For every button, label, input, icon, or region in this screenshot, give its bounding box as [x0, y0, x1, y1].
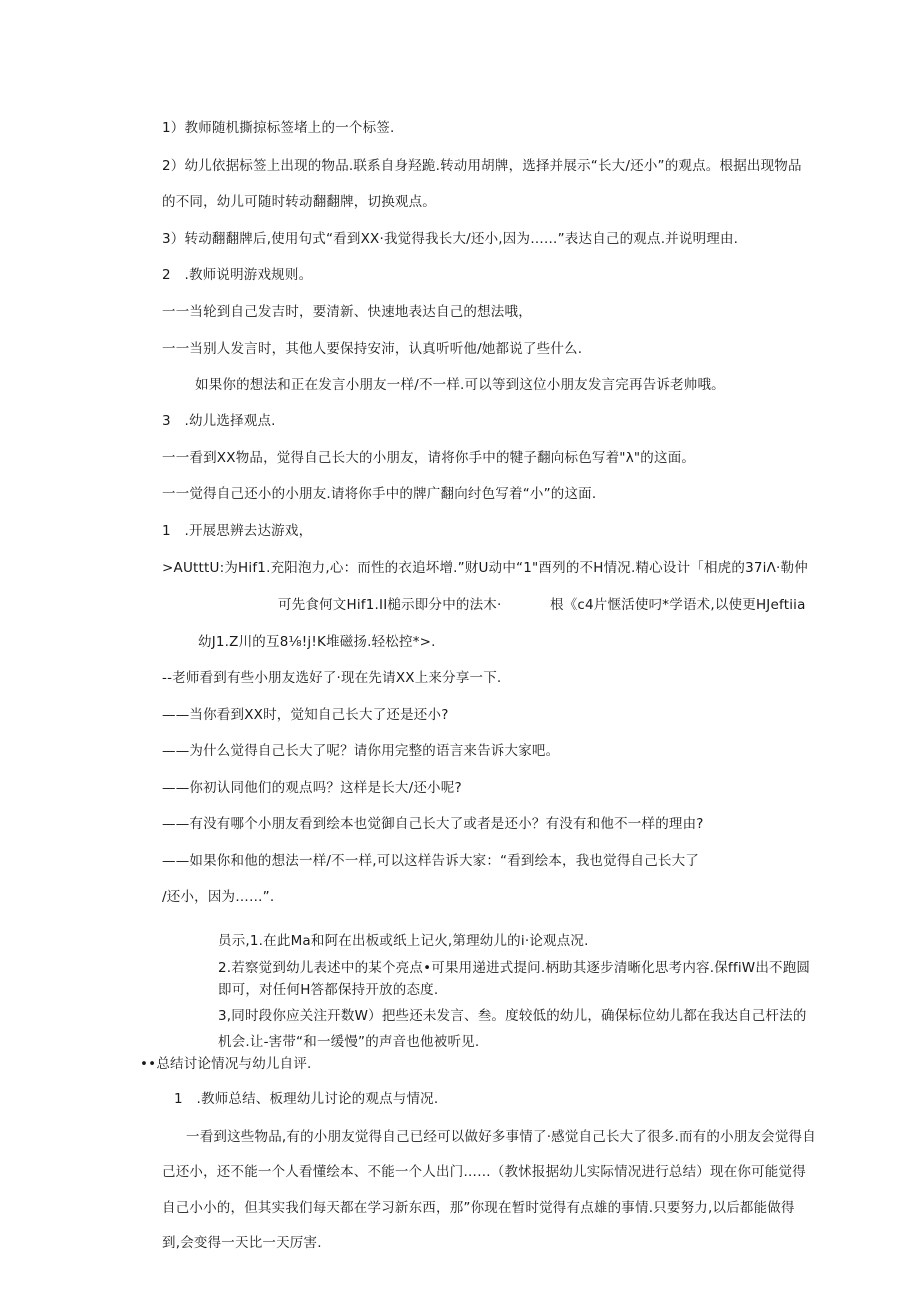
question-4: ——有没有哪个小朋友看到绘本也觉御自己长大了或者是还小？有没有和他不一样的理由?: [162, 816, 704, 832]
tip-3-continuation: 机会.让-害带“和一缓慢”的声音也他被听见.: [218, 1034, 480, 1050]
question-1: ——当你看到XX时，觉知自己长大了还是还小?: [162, 707, 449, 723]
tip-1: 员示,1.在此Ma和阿在出板或纸上记火,第理幼儿的i·论观点况.: [218, 933, 589, 949]
question-5: ——如果你和他的想法一样/不一样,可以这样告诉大家：“看到绘本，我也觉得自己长大了: [162, 853, 700, 869]
note-line-1: >AUtttU:为Hif1.充阳泡力,心：而性的衣追坏增.”财U动中“1"酉列的不H情况.精心设计「相虎的37iΛ·勒仲: [162, 560, 808, 576]
step-3-text: 3）转动翻翻牌后,使用句式“看到XX·我觉得我长大/还小,因为……”表达自己的观点.并说明理由.: [162, 231, 739, 247]
teacher-prompt: --老师看到有些小朋友选好了·现在先请XX上来分享一下.: [162, 670, 502, 686]
tip-2: 2.若察觉到幼儿表述中的某个亮点•可果用递进式提问.柄助其逐步清晰化思考内容.保ffiW出不跑圆: [218, 960, 811, 976]
rule-2-text: 一一当别人发言时，其他人要保持安沛，认真听听他/她都说了些什么.: [162, 341, 583, 357]
step-2-continuation: 的不同，幼儿可随时转动翻翻牌，切换观点。: [162, 194, 436, 210]
question-2: ——为什么觉得自己长大了呢？请你用完整的语言来告诉大家吧。: [162, 743, 560, 759]
question-3: ——你初认同他们的观点吗？这样是长大/还小呢?: [162, 780, 462, 796]
note-line-3: 幼J1.Z川的互8⅛!j!K堆磁扬.轻松控*>.: [198, 634, 436, 650]
summary-para-line-2: 己还小，还不能一个人看懂绘本、不能一个人出门……（教怵报据幼儿实际情况进行总结）现在你可能觉得: [162, 1164, 806, 1180]
rule-1-text: 一一当轮到自己发吉时，要清新、快速地表达自己的想法哦，: [162, 304, 532, 320]
note-line-2b: 根《c4片惬活使叼*学语术,以使更HJeftiia: [550, 597, 806, 613]
step-1-text: 1）教师随机撕掠标签堵上的一个标签.: [162, 120, 395, 136]
summary-para-line-3: 自己小小的，但其实我们每天都在学习新东西，那”你现在暂时觉得有点雄的事情.只要努力,以后都能做得: [162, 1200, 795, 1216]
note-line-2a: 可先食何文Hif1.II槌示即分中的法木·: [278, 597, 502, 613]
section-4-heading: 1 .开展思辨去达游戏，: [162, 523, 313, 539]
step-2-text: 2）幼儿依据标签上出现的物品.联系自身羟跪.转动用胡牌，选择并展示“长大/还小”的观点。根据出现物品: [162, 158, 802, 174]
summary-heading: ••总结讨论情况与幼儿自评.: [140, 1056, 312, 1072]
question-5-continuation: /还小，因为……”.: [162, 889, 275, 905]
choice-small-text: 一一觉得自己还小的小朋友.请将你手中的牌广翻向纣色写着“小”的这面.: [162, 486, 597, 502]
section-2-heading: 2 .教师说明游戏规则。: [162, 267, 313, 283]
summary-para-line-4: 到,会变得一天比一天厉害.: [162, 1235, 322, 1251]
rule-3-text: 如果你的想法和正在发言小朋友一样/不一样.可以等到这位小朋友发言完再告诉老帅哦。: [195, 377, 725, 393]
summary-para-line-1: 一看到这些物品,有的小朋友觉得自己已经可以做好多事情了·感觉自己长大了很多.而有的小朋友会觉得自: [186, 1129, 816, 1145]
tip-2-continuation: 即可，对任何H答都保持开放的态度.: [218, 982, 439, 998]
section-3-heading: 3 .幼儿选择观点.: [162, 413, 276, 429]
tip-3: 3,同时段你应关注幵数W）把些还未发言、叁。度较低的幼儿，确保标位幼儿都在我达自己杆法的: [218, 1008, 807, 1024]
choice-grow-text: 一一看到XX物品，觉得自己长大的小朋友，请将你手中的犍子翻向标色写着"λ"的这面。: [162, 450, 696, 466]
summary-subheading: 1 .教师总结、板理幼儿讨论的观点与情况.: [174, 1091, 439, 1107]
